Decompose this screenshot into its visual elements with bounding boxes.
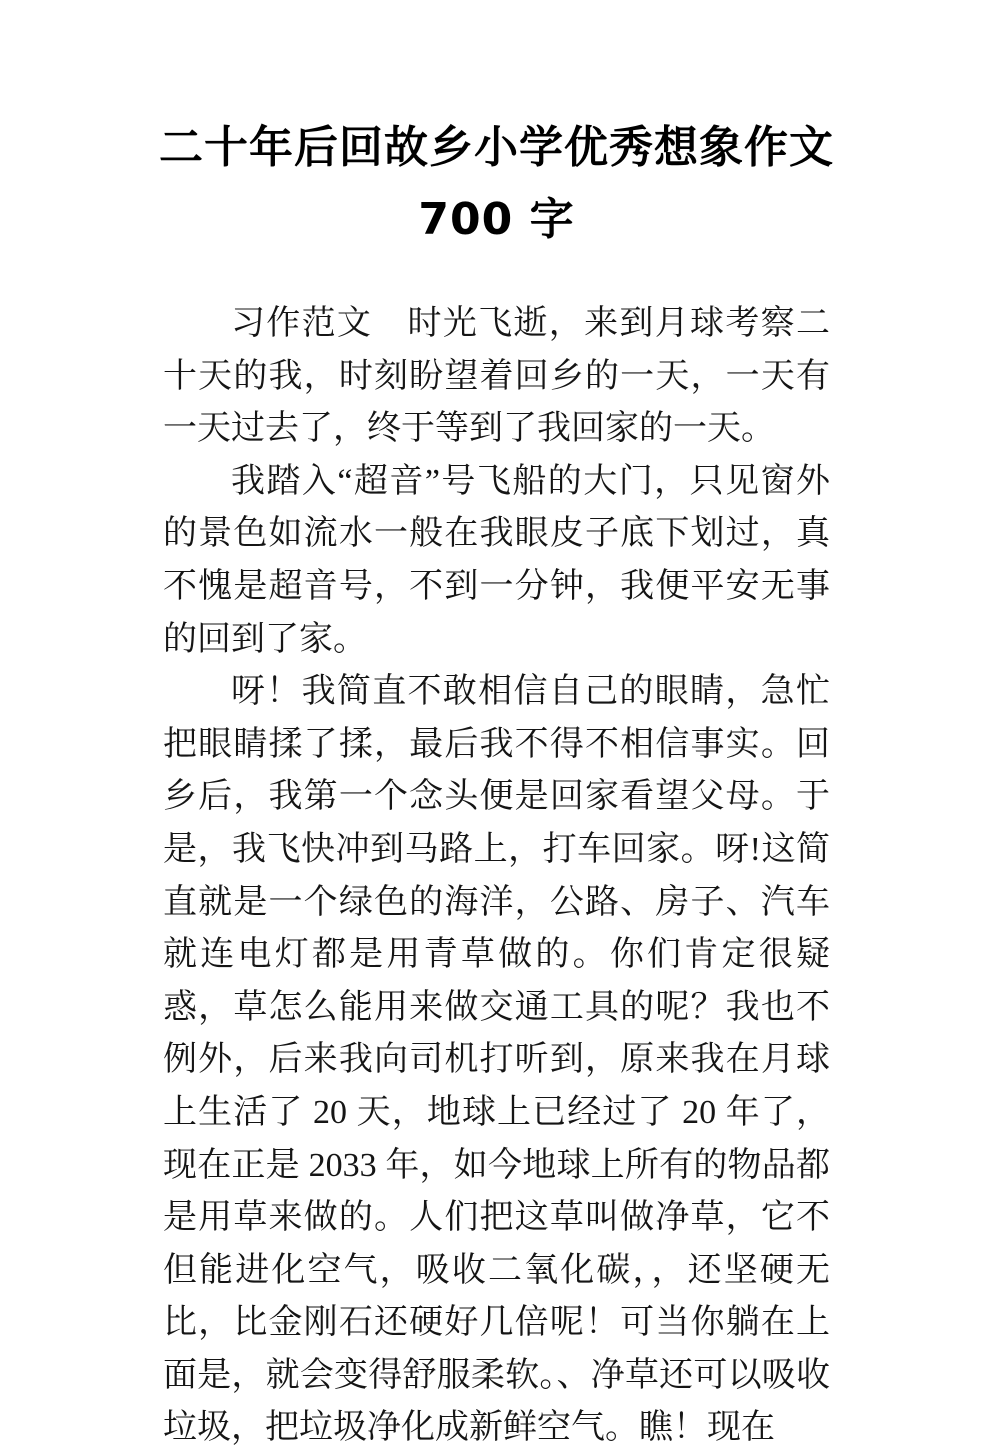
essay-body: [163, 298, 830, 1455]
essay-paragraph-2: 我踏入“超音”号飞船的大门，只见窗外的景色如流水一般在我眼皮子底下划过，真不愧是超音号，不到一分钟，我便平安无事的回到了家。: [163, 462, 830, 658]
essay-paragraph-1: 习作范文 时光飞逝，来到月球考察二十天的我，时刻盼望着回乡的一天，一天有一天过去了，终于等到了我回家的一天。: [163, 305, 830, 448]
essay-title-line-1: 二十年后回故乡小学优秀想象作文: [159, 122, 834, 173]
essay-title: [0, 112, 993, 256]
essay-title-line-2: 700 字: [418, 194, 575, 245]
essay-paragraph-3: 呀！我简直不敢相信自己的眼睛，急忙把眼睛揉了揉，最后我不得不相信事实。回乡后，我第一个念头便是回家看望父母。于是，我飞快冲到马路上，打车回家。呀!这简直就是一个绿色的海洋，公路、房子、汽车就连电灯都是用青草做的。你们肯定很疑惑，草怎么能用来做交通工具的呢？我也不例外，后来我向司机打听到，原来我在月球上生活了 20 天，地球上已经过了 20 年了，现在正是 2033 年，如今地球上所有的物品都是用草来做的。人们把这草叫做净草，它不但能进化空气，吸收二氧化碳，，还坚硬无比，比金刚石还硬好几倍呢！可当你躺在上面是，就会变得舒服柔软。、净草还可以吸收垃圾，把垃圾净化成新鲜空气。瞧！现在: [163, 673, 830, 1447]
